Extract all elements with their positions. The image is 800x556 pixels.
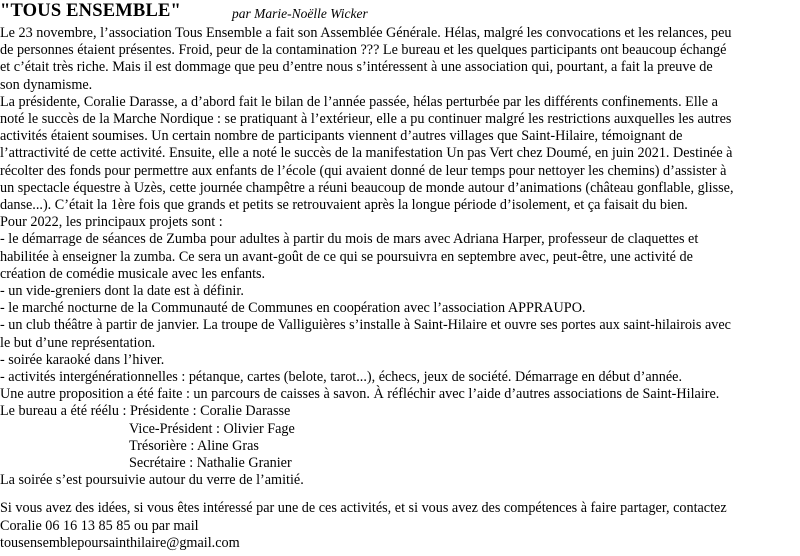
body-line: un spectacle équestre à Uzès, cette journée champêtre a réuni beaucoup de monde autour d’animations (château gonflable, glisse, [0, 179, 734, 196]
body-line: le but d’une représentation. [0, 334, 156, 351]
bureau-member: Trésorière : Aline Gras [129, 437, 259, 454]
body-line: et c’était très riche. Mais il est dommage que peu d’entre nous s’intéressent à une association qui, pourtant, a fait la preuve de [0, 59, 713, 76]
contact-line: Coralie 06 16 13 85 85 ou par mail [0, 517, 199, 534]
body-line: - activités intergénérationnelles : pétanque, cartes (belote, tarot...), échecs, jeux de société. Démarrage en début d’année. [0, 369, 683, 386]
bureau-member: Secrétaire : Nathalie Granier [129, 455, 292, 472]
body-line: activités étaient soumises. Un certain nombre de participants viennent d’autres villages que Saint-Hilaire, témoignant de [0, 128, 683, 145]
closing-line: La soirée s’est poursuivie autour du verre de l’amitié. [0, 472, 304, 489]
body-line: récolter des fonds pour permettre aux enfants de l’école (qui avaient donné de leur temps pour nettoyer les chemins) d’assister à [0, 162, 727, 179]
article-header [0, 0, 800, 25]
body-line: - le démarrage de séances de Zumba pour adultes à partir du mois de mars avec Adriana Harper, professeur de claquettes et [0, 231, 699, 248]
body-line: Pour 2022, les principaux projets sont : [0, 214, 223, 231]
body-line: création de comédie musicale avec les enfants. [0, 265, 266, 282]
contact-line: Si vous avez des idées, si vous êtes intéressé par une de ces activités, et si vous avez des compétences à faire partager, contactez [0, 500, 727, 517]
article-body [0, 25, 800, 552]
body-line: Le 23 novembre, l’association Tous Ensemble a fait son Assemblée Générale. Hélas, malgré les convocations et les relances, peu [0, 25, 732, 41]
body-line: Le bureau a été réélu : Présidente : Coralie Darasse [0, 403, 291, 420]
body-line: Une autre proposition a été faite : un parcours de caisses à savon. À réfléchir avec l’aide d’autres associations de Saint-Hilaire. [0, 386, 720, 403]
body-line: habilitée à enseigner la zumba. Ce sera un avant-goût de ce qui se poursuivra en septembre avec, peut-être, une activité de [0, 248, 693, 265]
body-line: de personnes étaient présentes. Froid, peur de la contamination ??? Le bureau et les quelques participants ont beaucoup échangé [0, 42, 727, 59]
paragraph-gap [0, 489, 800, 500]
body-line: noté le succès de la Marche Nordique : se pratiquant à l’extérieur, elle a pu continuer malgré les restrictions auxquelles les autres [0, 111, 732, 128]
contact-email: tousensemblepoursainthilaire@gmail.com [0, 534, 240, 551]
body-line: - un club théâtre à partir de janvier. La troupe de Valliguières s’installe à Saint-Hilaire et ouvre ses portes aux saint-hilairois avec [0, 317, 731, 334]
body-line: - un vide-greniers dont la date est à définir. [0, 283, 244, 300]
bureau-member: Vice-Président : Olivier Fage [129, 420, 295, 437]
body-line: danse...). C’était la 1ère fois que grands et petits se retrouvaient après la longue période d’isolement, et ça faisait du bien. [0, 197, 688, 214]
body-line: La présidente, Coralie Darasse, a d’abord fait le bilan de l’année passée, hélas perturbée par les différents confinements. Elle a [0, 93, 718, 110]
body-line: - soirée karaoké dans l’hiver. [0, 351, 165, 368]
body-line: l’attractivité de cette activité. Ensuite, elle a noté le succès de la manifestation Un pas Vert chez Doumé, en juin 2021. Destinée à [0, 145, 733, 162]
article-author: par Marie-Noëlle Wicker [232, 6, 368, 21]
body-line: son dynamisme. [0, 76, 93, 93]
article-title: "TOUS ENSEMBLE" [0, 1, 182, 21]
body-line: - le marché nocturne de la Communauté de Communes en coopération avec l’association APPRAUPO. [0, 300, 586, 317]
